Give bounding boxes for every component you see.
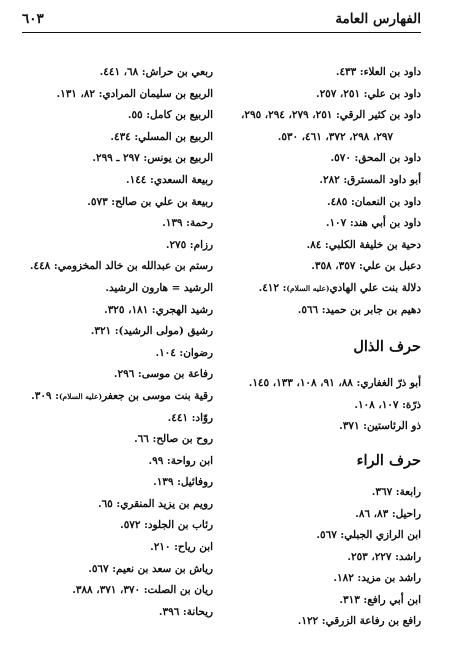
index-entry: رشيق (مولى الرشيد): ٣٢١. [90,325,213,338]
section-heading-dhal: حرف الذال [353,338,421,356]
index-entry: داود بن علي: ٢٥١، ٢٥٧. [315,87,421,100]
index-entry: الربيع بن كامل: ٥٥. [127,109,213,122]
index-entry: رويم بن يزيد المنقري: ٦٥. [97,497,213,510]
index-entry: داود بن كثير الرقي: ٢٥١، ٢٧٩، ٢٩٤، ٢٩٥، [241,109,421,122]
index-entry: راحيل: ٨٣، ٨٦. [355,507,421,520]
index-entry: داود بن أبي هند: ١٠٧. [325,217,421,230]
index-entry: دعبل بن علي: ٣٥٧، ٣٥٨. [311,260,421,273]
section-heading-ra: حرف الراء [356,451,421,469]
header-rule [22,32,421,33]
index-entry: روّاد: ٤٤١. [167,411,213,424]
index-entry: روفائيل: ١٣٩. [153,476,213,489]
index-entry: ابن أبي رافع: ٣١٣. [339,593,421,606]
index-entry: أبو ذرّ الغفاري: ٨٨، ٩١، ١٠٨، ١٣٣، ١٤٥. [248,377,421,390]
index-entry: روح بن صالح: ٦٦. [134,433,213,446]
index-entry: رضوان: ١٠٤. [155,346,213,359]
entry-name: دلالة بنت علي الهادي [329,281,421,294]
page-number: ٦٠٣ [22,11,44,27]
running-header-title: الفهارس العامة [335,11,421,27]
index-entry: ذو الرئاستين: ٣٧١. [339,420,421,433]
index-entry: راشد: ٢٢٧، ٢٥٣. [347,550,421,563]
index-entry-continuation: ٢٩٧، ٢٩٨، ٣٧٢، ٤٦١، ٥٣٠. [277,130,393,143]
index-entry: داود بن المحق: ٥٧٠. [330,152,421,165]
index-entry: الربيع بن يونس: ٢٩٧ ـ ٢٩٩. [92,152,213,165]
index-entry: رفاعة بن موسى: ٢٩٦. [113,368,213,381]
index-entry: ربيعة بن علي بن صالح: ٥٧٣. [87,195,213,208]
index-entry: داود بن العلاء: ٤٣٣. [335,66,421,78]
index-entry: أبو داود المسترق: ٢٨٢. [319,173,421,186]
index-entry: دهيم بن جابر بن حميد: ٥٦٦. [297,303,421,316]
index-entry: داود بن النعمان: ٤٨٥. [326,195,421,208]
entry-pages: : ٤١٢. [258,281,287,294]
index-entry: ابن رواحة: ٩٩. [148,454,213,467]
honorific: (عليه السلام) [58,391,103,401]
page-header [22,7,421,33]
index-entry: ذرّة: ١٠٧، ١٠٨. [354,398,421,411]
index-entry-ruqayya [13,386,213,408]
index-entry: رشيد الهجري: ١٨١، ٣٢٥. [104,303,213,316]
index-entry: ابن الرازي الجبلي: ٥٦٧. [316,529,421,542]
index-entry: رزام: ٢٧٥. [165,238,213,251]
index-entry: ربعي بن حراش: ٦٨، ٤٤١. [99,66,213,78]
index-column-left [13,62,213,623]
index-entry: الرشيد = هارون الرشيد. [105,281,213,294]
index-entry-dalala [221,278,421,300]
entry-name: رقية بنت موسى بن جعفر [102,389,213,402]
index-entry: دحية بن خليفة الكلبي: ٨٤. [306,238,421,251]
index-entry: ربيعة السعدي: ١٤٤. [126,173,213,186]
index-entry: الربيع بن المسلي: ٤٣٤. [110,130,213,143]
honorific: (عليه السلام) [286,283,330,293]
index-entry: رافع بن رفاعة الزرقي: ١٢٢. [297,615,421,628]
index-entry: رياش بن سعد بن نعيم: ٥٦٧. [88,562,213,575]
index-entry: رستم بن عبدالله بن خالد المخزومي: ٤٤٨. [29,260,213,273]
index-entry: راشد بن مزيد: ١٨٢. [333,572,421,585]
index-entry: الربيع بن سليمان المرادي: ٨٢، ١٣١. [56,87,213,100]
index-entry: رابعة: ٣٦٧. [371,485,421,498]
index-entry: ريان بن الصلت: ٣٧٠، ٣٧١، ٣٨٨. [72,584,213,597]
index-entry: ابن رياح: ٢١٠. [150,541,213,554]
index-entry: رحمة: ١٣٩. [162,217,213,230]
index-entry: ريحانة: ٣٩٦. [158,605,213,618]
entry-pages: : ٣٠٩. [31,389,59,402]
index-column-right [221,62,421,633]
index-entry: رئاب بن الجلود: ٥٧٢. [120,519,213,532]
